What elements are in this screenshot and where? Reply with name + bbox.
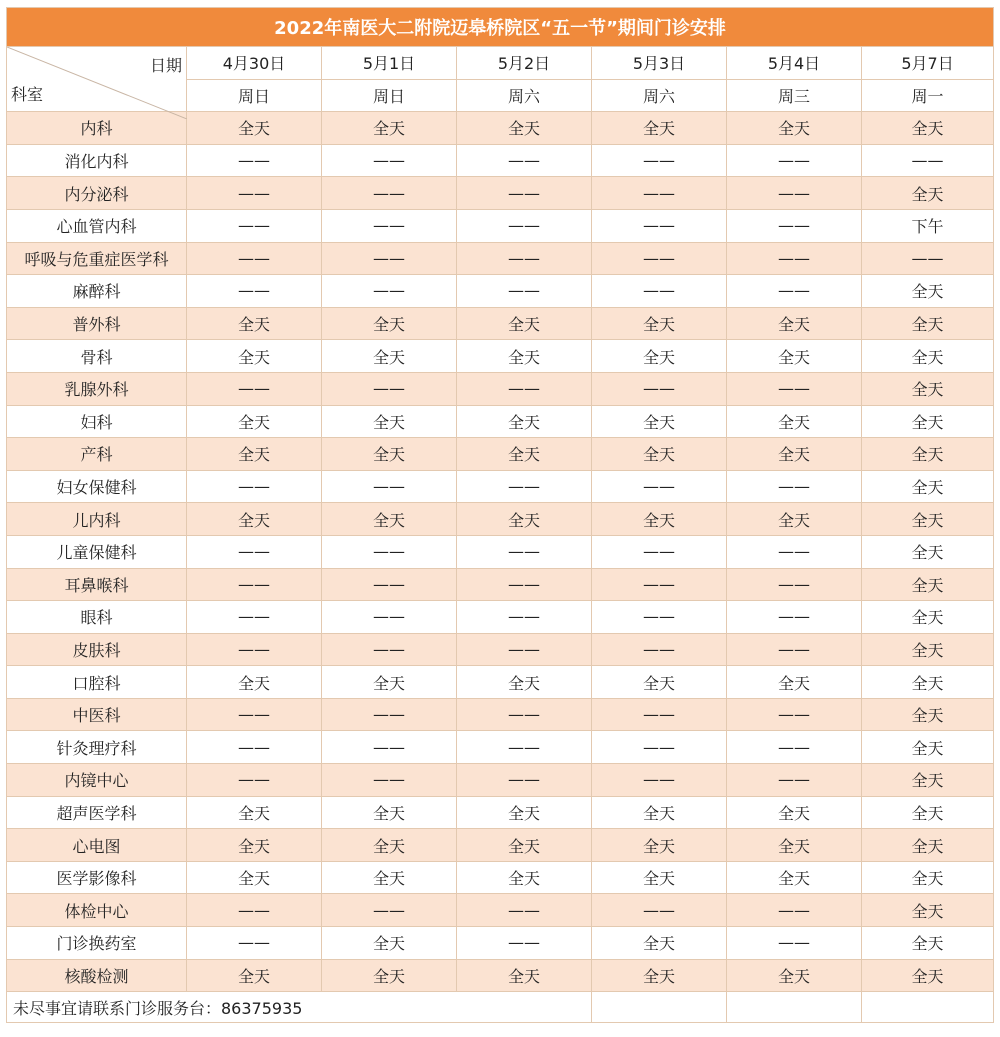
schedule-cell: 全天 (322, 927, 457, 960)
schedule-cell: 全天 (862, 307, 994, 340)
schedule-cell: —— (592, 275, 727, 308)
table-row (7, 666, 994, 699)
table-row (7, 731, 994, 764)
schedule-cell: 全天 (457, 796, 592, 829)
schedule-cell: —— (187, 177, 322, 210)
schedule-cell: —— (187, 372, 322, 405)
schedule-cell: 全天 (862, 959, 994, 992)
schedule-cell: —— (457, 698, 592, 731)
footer-row (7, 992, 994, 1023)
table-row (7, 601, 994, 634)
department-name: 心电图 (7, 829, 187, 862)
schedule-cell: —— (727, 731, 862, 764)
schedule-cell: 全天 (322, 829, 457, 862)
table-row (7, 470, 994, 503)
table-row (7, 503, 994, 536)
department-name: 医学影像科 (7, 861, 187, 894)
schedule-cell: —— (727, 927, 862, 960)
schedule-cell: 全天 (727, 112, 862, 145)
department-name: 皮肤科 (7, 633, 187, 666)
table-row (7, 796, 994, 829)
schedule-cell: 全天 (322, 405, 457, 438)
schedule-cell: 全天 (457, 340, 592, 373)
schedule-cell: 全天 (457, 307, 592, 340)
schedule-cell: 全天 (187, 861, 322, 894)
table-row (7, 177, 994, 210)
table-row (7, 242, 994, 275)
date-header: 5月4日 (727, 47, 862, 80)
schedule-cell: 全天 (592, 503, 727, 536)
schedule-cell: —— (592, 372, 727, 405)
schedule-cell: 全天 (457, 503, 592, 536)
empty-cell (592, 992, 727, 1023)
schedule-cell: —— (727, 372, 862, 405)
table-row (7, 275, 994, 308)
schedule-cell: 全天 (862, 861, 994, 894)
schedule-cell: 全天 (727, 666, 862, 699)
schedule-cell: 全天 (727, 796, 862, 829)
schedule-cell: 全天 (187, 666, 322, 699)
schedule-cell: 全天 (862, 927, 994, 960)
department-name: 儿内科 (7, 503, 187, 536)
schedule-cell: 全天 (457, 405, 592, 438)
schedule-cell: 全天 (592, 829, 727, 862)
schedule-cell: —— (592, 698, 727, 731)
table-row (7, 340, 994, 373)
department-name: 妇女保健科 (7, 470, 187, 503)
schedule-cell: —— (187, 242, 322, 275)
schedule-cell: 全天 (727, 438, 862, 471)
schedule-cell: 全天 (592, 112, 727, 145)
schedule-cell: —— (727, 894, 862, 927)
department-name: 消化内科 (7, 144, 187, 177)
schedule-cell: 全天 (862, 731, 994, 764)
table-row (7, 894, 994, 927)
schedule-cell: —— (727, 470, 862, 503)
schedule-cell: 全天 (862, 894, 994, 927)
schedule-cell: 全天 (457, 959, 592, 992)
schedule-cell: 全天 (862, 112, 994, 145)
schedule-cell: —— (457, 470, 592, 503)
schedule-cell: —— (187, 535, 322, 568)
schedule-cell: —— (322, 144, 457, 177)
schedule-cell: —— (727, 144, 862, 177)
schedule-cell: 全天 (862, 438, 994, 471)
schedule-cell: —— (322, 535, 457, 568)
table-row (7, 764, 994, 797)
schedule-cell: —— (187, 927, 322, 960)
schedule-cell: —— (592, 601, 727, 634)
schedule-cell: —— (457, 633, 592, 666)
schedule-cell: 全天 (592, 927, 727, 960)
schedule-cell: —— (457, 242, 592, 275)
table-row (7, 568, 994, 601)
schedule-cell: 全天 (727, 405, 862, 438)
schedule-cell: 下午 (862, 209, 994, 242)
schedule-cell: 全天 (322, 340, 457, 373)
schedule-cell: 全天 (457, 829, 592, 862)
schedule-cell: 全天 (862, 601, 994, 634)
schedule-cell: —— (187, 144, 322, 177)
empty-cell (727, 992, 862, 1023)
date-header-label: 日期 (149, 56, 182, 75)
date-header: 5月1日 (322, 47, 457, 80)
schedule-cell: —— (727, 568, 862, 601)
weekday-header: 周日 (187, 79, 322, 112)
table-row (7, 927, 994, 960)
schedule-cell: 全天 (862, 568, 994, 601)
schedule-cell: —— (457, 764, 592, 797)
schedule-cell: —— (457, 731, 592, 764)
schedule-cell: 全天 (592, 666, 727, 699)
weekday-header: 周六 (457, 79, 592, 112)
date-header: 4月30日 (187, 47, 322, 80)
schedule-cell: 全天 (862, 633, 994, 666)
schedule-cell: —— (457, 927, 592, 960)
schedule-cell: —— (187, 275, 322, 308)
table-title: 2022年南医大二附院迈皋桥院区“五一节”期间门诊安排 (7, 8, 994, 47)
schedule-cell: 全天 (187, 796, 322, 829)
schedule-cell: —— (592, 535, 727, 568)
schedule-cell: —— (187, 601, 322, 634)
date-header: 5月3日 (592, 47, 727, 80)
schedule-cell: —— (727, 177, 862, 210)
department-name: 眼科 (7, 601, 187, 634)
schedule-cell: —— (457, 894, 592, 927)
schedule-cell: 全天 (727, 861, 862, 894)
schedule-cell: 全天 (727, 307, 862, 340)
weekday-header: 周一 (862, 79, 994, 112)
schedule-cell: —— (592, 209, 727, 242)
schedule-cell: 全天 (862, 340, 994, 373)
schedule-cell: —— (322, 698, 457, 731)
table-row (7, 698, 994, 731)
schedule-cell: 全天 (862, 764, 994, 797)
table-row (7, 372, 994, 405)
schedule-cell: 全天 (862, 796, 994, 829)
schedule-cell: —— (187, 894, 322, 927)
table-row (7, 959, 994, 992)
schedule-cell: 全天 (457, 666, 592, 699)
date-header: 5月2日 (457, 47, 592, 80)
schedule-cell: 全天 (727, 340, 862, 373)
table-row (7, 535, 994, 568)
department-name: 产科 (7, 438, 187, 471)
weekday-header: 周日 (322, 79, 457, 112)
schedule-cell: —— (187, 633, 322, 666)
schedule-table (6, 7, 994, 1023)
schedule-cell: 全天 (322, 503, 457, 536)
header-corner-cell (7, 47, 187, 112)
department-name: 超声医学科 (7, 796, 187, 829)
department-name: 内科 (7, 112, 187, 145)
schedule-cell: —— (322, 764, 457, 797)
schedule-cell: —— (322, 275, 457, 308)
schedule-cell: 全天 (322, 861, 457, 894)
schedule-cell: —— (592, 177, 727, 210)
table-row (7, 405, 994, 438)
schedule-cell: —— (322, 731, 457, 764)
schedule-cell: —— (322, 372, 457, 405)
schedule-cell: —— (592, 894, 727, 927)
schedule-cell: —— (322, 894, 457, 927)
schedule-cell: —— (457, 275, 592, 308)
schedule-cell: —— (322, 209, 457, 242)
schedule-cell: 全天 (457, 861, 592, 894)
department-name: 麻醉科 (7, 275, 187, 308)
department-name: 门诊换药室 (7, 927, 187, 960)
empty-cell (862, 992, 994, 1023)
table-row (7, 438, 994, 471)
schedule-cell: —— (727, 242, 862, 275)
schedule-cell: 全天 (322, 796, 457, 829)
schedule-cell: 全天 (862, 698, 994, 731)
department-name: 耳鼻喉科 (7, 568, 187, 601)
schedule-cell: —— (322, 470, 457, 503)
schedule-cell: —— (322, 633, 457, 666)
table-row (7, 144, 994, 177)
table-row (7, 307, 994, 340)
schedule-cell: —— (862, 144, 994, 177)
schedule-cell: 全天 (592, 959, 727, 992)
weekday-header: 周六 (592, 79, 727, 112)
department-name: 体检中心 (7, 894, 187, 927)
schedule-cell: 全天 (187, 405, 322, 438)
table-row (7, 829, 994, 862)
schedule-cell: 全天 (862, 829, 994, 862)
schedule-cell: —— (592, 633, 727, 666)
table-row (7, 633, 994, 666)
schedule-cell: 全天 (862, 666, 994, 699)
department-header-label: 科室 (11, 85, 44, 105)
schedule-cell: 全天 (592, 861, 727, 894)
department-name: 口腔科 (7, 666, 187, 699)
schedule-cell: 全天 (592, 405, 727, 438)
date-header: 5月7日 (862, 47, 994, 80)
department-name: 针灸理疗科 (7, 731, 187, 764)
department-name: 普外科 (7, 307, 187, 340)
schedule-cell: —— (592, 731, 727, 764)
schedule-cell: —— (457, 601, 592, 634)
schedule-cell: 全天 (322, 112, 457, 145)
weekday-header: 周三 (727, 79, 862, 112)
schedule-cell: 全天 (862, 470, 994, 503)
schedule-cell: 全天 (862, 503, 994, 536)
schedule-cell: —— (727, 698, 862, 731)
schedule-cell: 全天 (187, 307, 322, 340)
contact-note: 未尽事宜请联系门诊服务台：86375935 (7, 992, 592, 1023)
schedule-cell: 全天 (187, 959, 322, 992)
schedule-cell: —— (727, 764, 862, 797)
schedule-cell: —— (322, 601, 457, 634)
schedule-cell: 全天 (187, 438, 322, 471)
schedule-cell: 全天 (322, 666, 457, 699)
schedule-cell: 全天 (322, 959, 457, 992)
schedule-cell: 全天 (862, 177, 994, 210)
schedule-cell: —— (727, 601, 862, 634)
schedule-cell: —— (187, 698, 322, 731)
schedule-cell: 全天 (592, 796, 727, 829)
schedule-cell: —— (727, 535, 862, 568)
table-row (7, 861, 994, 894)
schedule-cell: 全天 (322, 438, 457, 471)
department-name: 中医科 (7, 698, 187, 731)
schedule-cell: 全天 (457, 438, 592, 471)
schedule-cell: —— (727, 633, 862, 666)
department-name: 内分泌科 (7, 177, 187, 210)
schedule-cell: 全天 (592, 438, 727, 471)
schedule-cell: —— (457, 144, 592, 177)
schedule-cell: —— (457, 372, 592, 405)
schedule-cell: —— (457, 209, 592, 242)
schedule-cell: 全天 (187, 340, 322, 373)
schedule-cell: 全天 (727, 503, 862, 536)
department-name: 乳腺外科 (7, 372, 187, 405)
schedule-cell: —— (322, 242, 457, 275)
schedule-cell: 全天 (187, 829, 322, 862)
schedule-cell: 全天 (727, 959, 862, 992)
table-row (7, 209, 994, 242)
schedule-cell: 全天 (862, 275, 994, 308)
department-name: 内镜中心 (7, 764, 187, 797)
schedule-cell: 全天 (457, 112, 592, 145)
schedule-cell: —— (592, 242, 727, 275)
schedule-cell: 全天 (727, 829, 862, 862)
schedule-cell: —— (727, 275, 862, 308)
schedule-cell: —— (862, 242, 994, 275)
schedule-cell: 全天 (862, 405, 994, 438)
schedule-cell: —— (592, 470, 727, 503)
schedule-cell: —— (457, 177, 592, 210)
department-name: 妇科 (7, 405, 187, 438)
schedule-cell: 全天 (862, 535, 994, 568)
schedule-cell: —— (457, 535, 592, 568)
department-name: 骨科 (7, 340, 187, 373)
schedule-cell: —— (592, 764, 727, 797)
department-name: 儿童保健科 (7, 535, 187, 568)
schedule-sheet (6, 7, 993, 1023)
schedule-cell: 全天 (187, 503, 322, 536)
schedule-cell: —— (187, 209, 322, 242)
schedule-cell: 全天 (862, 372, 994, 405)
schedule-cell: —— (187, 568, 322, 601)
schedule-cell: 全天 (592, 307, 727, 340)
department-name: 心血管内科 (7, 209, 187, 242)
schedule-cell: —— (187, 470, 322, 503)
schedule-cell: 全天 (187, 112, 322, 145)
department-name: 呼吸与危重症医学科 (7, 242, 187, 275)
schedule-cell: —— (592, 568, 727, 601)
schedule-cell: 全天 (592, 340, 727, 373)
schedule-cell: —— (322, 568, 457, 601)
schedule-cell: —— (592, 144, 727, 177)
schedule-cell: 全天 (322, 307, 457, 340)
schedule-cell: —— (187, 764, 322, 797)
schedule-cell: —— (322, 177, 457, 210)
schedule-cell: —— (727, 209, 862, 242)
schedule-cell: —— (187, 731, 322, 764)
department-name: 核酸检测 (7, 959, 187, 992)
schedule-cell: —— (457, 568, 592, 601)
